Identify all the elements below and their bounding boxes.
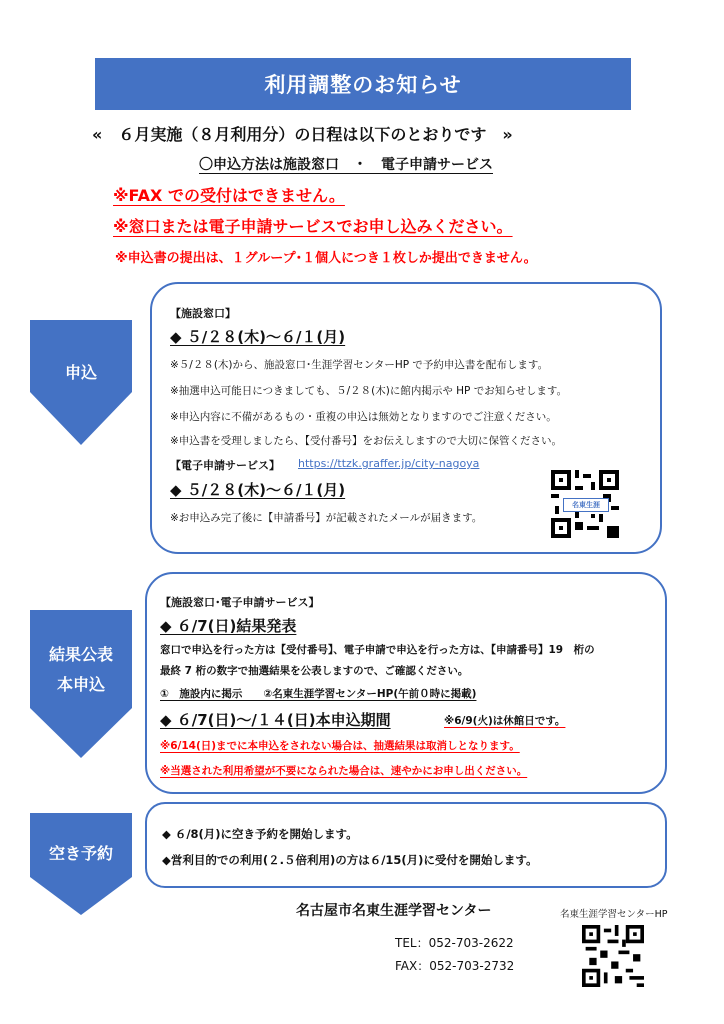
vacancy-line-2: ◆営利目的での利用(２.５倍利用)の方は６/15(月)に受付を開始します。 [162,853,538,867]
online-qr-code[interactable] [551,470,619,538]
page-title: 利用調整のお知らせ [95,58,631,110]
footer-fax: FAX：052-703-2732 [395,959,515,973]
result-date: ◆ ６/7(日)結果発表 [160,617,297,635]
main-application-period: ◆ ６/7(日)～/１４(日)本申込期間 [160,711,391,729]
result-desc-1: 窓口で申込を行った方は【受付番号】、電子申請で申込を行った方は、【申請番号】19 桁の [160,644,595,656]
apply-note-4: ※申込書を受理しましたら、【受付番号】をお伝えしますので大切に保管ください。 [170,435,563,447]
vacancy-line-1: ◆ ６/8(月)に空き予約を開始します。 [162,827,358,841]
pentagon-arrow-icon [30,813,132,915]
schedule-subtitle: « ６月実施（８月利用分）の日程は以下のとおりです » [92,125,513,144]
footer-qr-code[interactable] [582,925,644,987]
cancel-note: ※6/14(日)までに本申込をされない場合は、抽選結果は取消しとなります。 [160,740,520,752]
vacancy-tag [30,813,132,915]
fax-warning: ※FAX での受付はできません。 [113,186,345,205]
qr-code-icon [582,925,644,987]
apply-note-1: ※５/２８(木)から、施設窓口･生涯学習センターHP で予約申込書を配布します。 [170,359,549,371]
footer-tel: TEL：052-703-2622 [395,936,514,950]
result-desc-2: 最終 7 桁の数字で抽選結果を公表しますので、ご確認ください。 [160,665,469,677]
online-heading: 【電子申請サービス】 [170,459,280,472]
apply-note-2: ※抽選申込可能日につきましても、５/２８(木)に館内掲示や HP でお知らせします。 [170,385,568,397]
online-url-link[interactable]: https://ttzk.graffer.jp/city-nagoya [298,457,480,470]
decline-note: ※当選された利用希望が不要になられた場合は、速やかにお申し出ください。 [160,765,528,777]
apply-note-3: ※申込内容に不備があるもの・重複の申込は無効となりますのでご注意ください。 [170,411,557,423]
online-note: ※お申込み完了後に【申請番号】が記載されたメールが届きます。 [170,512,483,524]
footer-hp-label: 名東生涯学習センターHP [560,909,668,920]
result-tag-line1: 結果公表 [48,645,113,664]
apply-tag-label: 申込 [64,363,97,382]
application-method: 〇申込方法は施設窓口 ・ 電子申請サービス [199,157,493,173]
vacancy-panel [145,802,667,888]
publish-locations: ① 施設内に掲示 ②名東生涯学習センターHP(午前０時に掲載) [160,688,477,700]
vacancy-tag-label: 空き予約 [48,844,113,863]
footer-organization: 名古屋市名東生涯学習センター [296,903,492,919]
result-tag [30,610,132,758]
result-heading: 【施設窓口･電子申請サービス】 [160,596,320,609]
qr-label: 名東生涯 [563,498,609,512]
result-tag-line2: 本申込 [56,675,105,694]
apply-tag [30,320,132,445]
apply-warning: ※窓口または電子申請サービスでお申し込みください。 [113,217,513,236]
online-period: ◆ ５/２８(木)～６/１(月) [170,481,346,499]
closed-day-note: ※6/9(火)は休館日です。 [444,715,566,727]
counter-period: ◆ ５/２８(木)～６/１(月) [170,328,346,346]
counter-heading: 【施設窓口】 [170,307,236,320]
limit-warning: ※申込書の提出は、１グループ･１個人につき１枚しか提出できません。 [115,251,537,266]
